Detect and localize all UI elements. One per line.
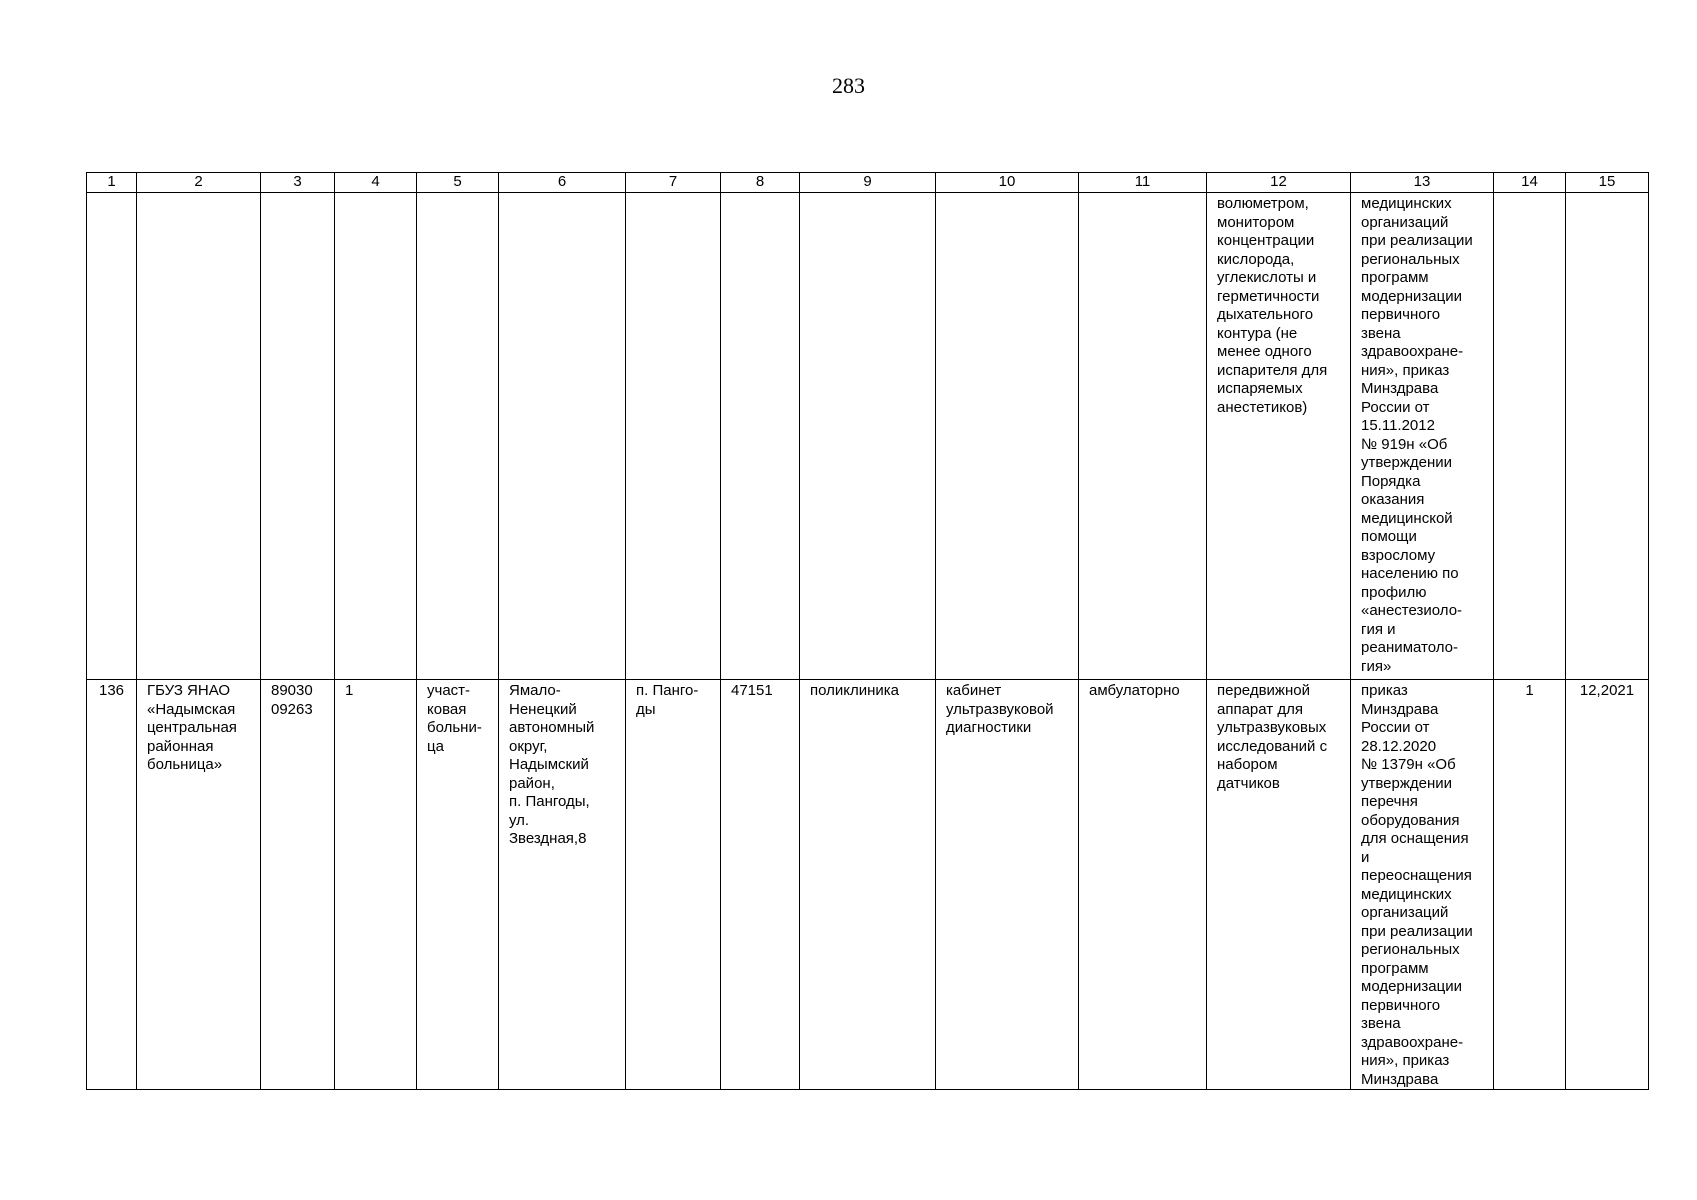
table-cell xyxy=(87,193,137,680)
column-header: 15 xyxy=(1566,173,1649,193)
care-conditions-cell: амбулаторно xyxy=(1079,680,1207,1090)
table-cell xyxy=(626,193,721,680)
table-cell xyxy=(499,193,626,680)
table-row-136 xyxy=(87,680,1649,1090)
address-cell: Ямало- Ненецкий автономный округ, Надымский район, п. Пангоды, ул. Звездная,8 xyxy=(499,680,626,1090)
oktmo-cell: 47151 xyxy=(721,680,800,1090)
legal-basis-cell: приказ Минздрава России от 28.12.2020 № 1379н «Об утверждении перечня оборудования для оснащения и переоснащения медицинских организаций при реализации региональных программ модернизации первичного звена здравоохране- ния», приказ Минздрава xyxy=(1351,680,1494,1090)
table-cell xyxy=(1566,193,1649,680)
column-header: 1 xyxy=(87,173,137,193)
table-cell xyxy=(721,193,800,680)
table-cell xyxy=(936,193,1079,680)
table-cell xyxy=(137,193,261,680)
deadline-cell: 12,2021 xyxy=(1566,680,1649,1090)
column-header: 8 xyxy=(721,173,800,193)
quantity-cell: 1 xyxy=(335,680,417,1090)
column-header: 4 xyxy=(335,173,417,193)
column-header: 9 xyxy=(800,173,936,193)
row-number-cell: 136 xyxy=(87,680,137,1090)
organization-cell: ГБУЗ ЯНАО «Надымская центральная районная больница» xyxy=(137,680,261,1090)
column-header: 14 xyxy=(1494,173,1566,193)
page-number: 283 xyxy=(832,73,865,98)
column-header: 6 xyxy=(499,173,626,193)
department-cell: кабинет ультразвуковой диагностики xyxy=(936,680,1079,1090)
table-cell xyxy=(1494,193,1566,680)
table-cell xyxy=(335,193,417,680)
unit-cell: поликлиника xyxy=(800,680,936,1090)
equipment-description-cell: передвижной аппарат для ультразвуковых исследований с набором датчиков xyxy=(1207,680,1351,1090)
column-header: 2 xyxy=(137,173,261,193)
column-header: 5 xyxy=(417,173,499,193)
table-cell xyxy=(417,193,499,680)
table-cell xyxy=(261,193,335,680)
column-header: 7 xyxy=(626,173,721,193)
facility-type-cell: участ- ковая больни- ца xyxy=(417,680,499,1090)
table-cell xyxy=(800,193,936,680)
legal-basis-cell: медицинских организаций при реализации региональных программ модернизации первичного звена здравоохране- ния», приказ Минздрава России от 15.11.2012 № 919н «Об утверждении Порядка оказания медицинской помощи взрослому населению по профилю «анестезиоло- гия и реаниматоло- гия» xyxy=(1351,193,1494,680)
table-cell xyxy=(1079,193,1207,680)
table-row-continuation xyxy=(87,193,1649,680)
code-cell: 89030 09263 xyxy=(261,680,335,1090)
column-header: 10 xyxy=(936,173,1079,193)
locality-cell: п. Панго- ды xyxy=(626,680,721,1090)
equipment-count-cell: 1 xyxy=(1494,680,1566,1090)
header-row xyxy=(87,173,1649,193)
column-header: 13 xyxy=(1351,173,1494,193)
equipment-table xyxy=(86,172,1649,1090)
equipment-description-cell: волюметром, монитором концентрации кислорода, углекислоты и герметичности дыхательного контура (не менее одного испарителя для испаряемых анестетиков) xyxy=(1207,193,1351,680)
column-header: 11 xyxy=(1079,173,1207,193)
column-header: 3 xyxy=(261,173,335,193)
column-header: 12 xyxy=(1207,173,1351,193)
